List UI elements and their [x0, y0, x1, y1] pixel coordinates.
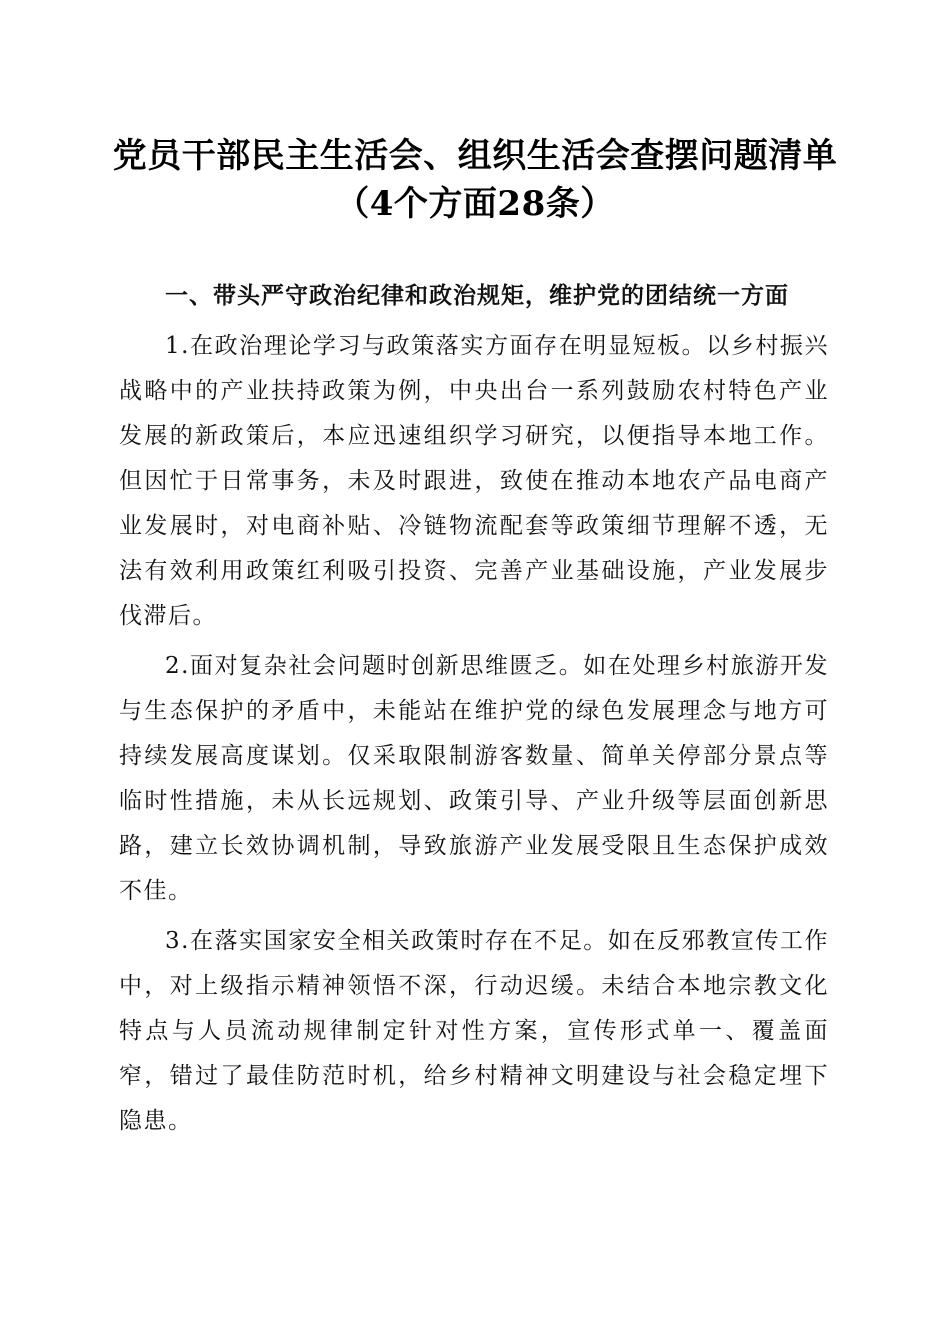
problem-item-2: 2.面对复杂社会问题时创新思维匮乏。如在处理乡村旅游开发与生态保护的矛盾中，未能站在维护党的绿色发展理念与地方可持续发展高度谋划。仅采取限制游客数量、简单关停部分景点等临时性措施，未从长远规划、政策引导、产业升级等层面创新思路，建立长效协调机制，导致旅游产业发展受限且生态保护成效不佳。 — [119, 653, 829, 904]
problem-item-3: 3.在落实国家安全相关政策时存在不足。如在反邪教宣传工作中，对上级指示精神领悟不深，行动迟缓。未结合本地宗教文化特点与人员流动规律制定针对性方案，宣传形式单一、覆盖面窄，错过了最佳防范时机，给乡村精神文明建设与社会稳定埋下隐患。 — [119, 928, 829, 1134]
problem-item-1: 1.在政治理论学习与政策落实方面存在明显短板。以乡村振兴战略中的产业扶持政策为例，中央出台一系列鼓励农村特色产业发展的新政策后，本应迅速组织学习研究，以便指导本地工作。但因忙于日常事务，未及时跟进，致使在推动本地农产品电商产业发展时，对电商补贴、冷链物流配套等政策细节理解不透，无法有效利用政策红利吸引投资、完善产业基础设施，产业发展步伐滞后。 — [119, 333, 829, 629]
document-body — [119, 274, 829, 1144]
document-title: 党员干部民主生活会、组织生活会查摆问题清单（4个方面28条） — [112, 136, 838, 224]
section-heading: 一、带头严守政治纪律和政治规矩，维护党的团结统一方面 — [165, 283, 789, 309]
